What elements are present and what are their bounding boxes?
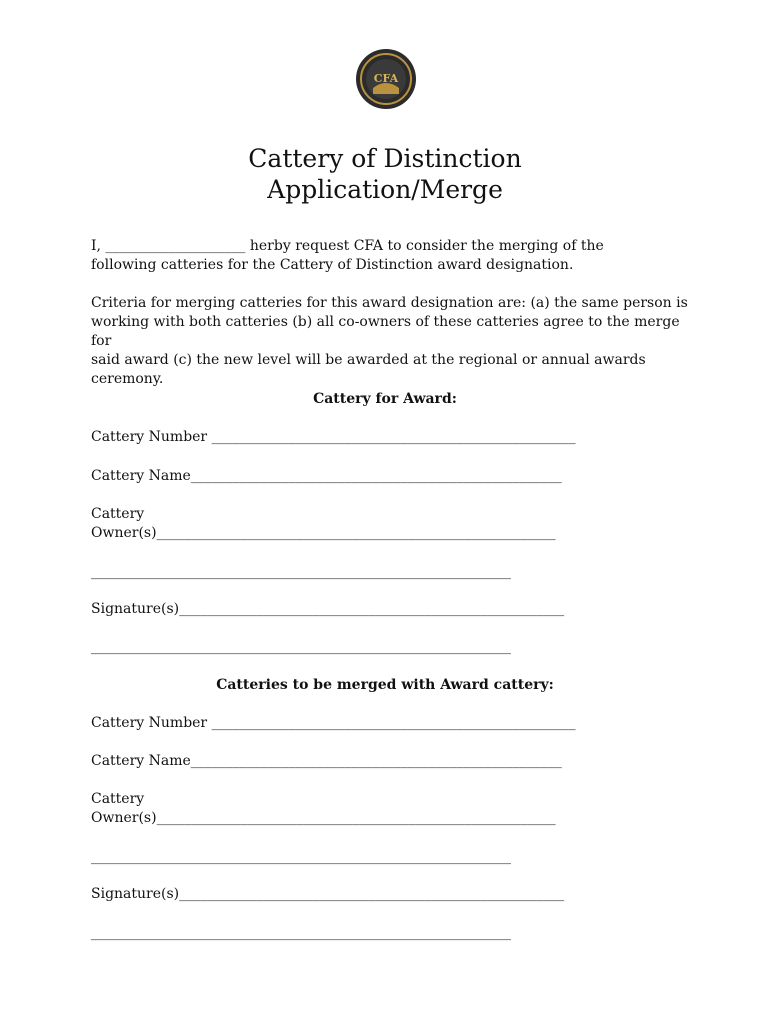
page-title-line1: Cattery of Distinction (248, 144, 522, 173)
award-owner-extra-field[interactable]: ____________________________________________________________ (91, 564, 511, 580)
page-title-line2: Application/Merge (267, 175, 503, 204)
criteria-line: Criteria for merging catteries for this award designation are: (a) the same person is (91, 295, 688, 311)
cfa-logo (355, 48, 417, 110)
merge-signature-extra-field[interactable]: ____________________________________________________________ (91, 925, 511, 941)
award-section-heading: Cattery for Award: (313, 391, 457, 407)
merge-cattery-number-field[interactable]: Cattery Number ____________________________________________________ (91, 715, 576, 731)
logo-initials: CFA (373, 72, 399, 85)
merge-section-heading: Catteries to be merged with Award cattery: (216, 677, 554, 693)
award-owner-label: Cattery (91, 506, 145, 522)
intro-paragraph (91, 237, 691, 275)
intro-line: I, ____________________ herby request CFA to consider the merging of the (91, 238, 604, 254)
award-owner-field[interactable]: Owner(s)_________________________________________________________ (91, 525, 556, 541)
merge-cattery-name-field[interactable]: Cattery Name_____________________________________________________ (91, 753, 562, 769)
merge-signature-field[interactable]: Signature(s)_______________________________________________________ (91, 886, 565, 902)
criteria-line: working with both catteries (b) all co-owners of these catteries agree to the merge for (91, 314, 680, 349)
merge-owner-extra-field[interactable]: ____________________________________________________________ (91, 849, 511, 865)
merge-owner-field[interactable]: Owner(s)_________________________________________________________ (91, 810, 556, 826)
merge-owner-label: Cattery (91, 791, 145, 807)
award-cattery-name-field[interactable]: Cattery Name_____________________________________________________ (91, 468, 562, 484)
award-signature-extra-field[interactable]: ____________________________________________________________ (91, 639, 511, 655)
criteria-line: said award (c) the new level will be awarded at the regional or annual awards ceremony. (91, 352, 646, 387)
intro-line: following catteries for the Cattery of Distinction award designation. (91, 257, 574, 273)
award-signature-field[interactable]: Signature(s)_______________________________________________________ (91, 601, 565, 617)
award-cattery-number-field[interactable]: Cattery Number ____________________________________________________ (91, 429, 576, 445)
criteria-paragraph (91, 294, 691, 389)
